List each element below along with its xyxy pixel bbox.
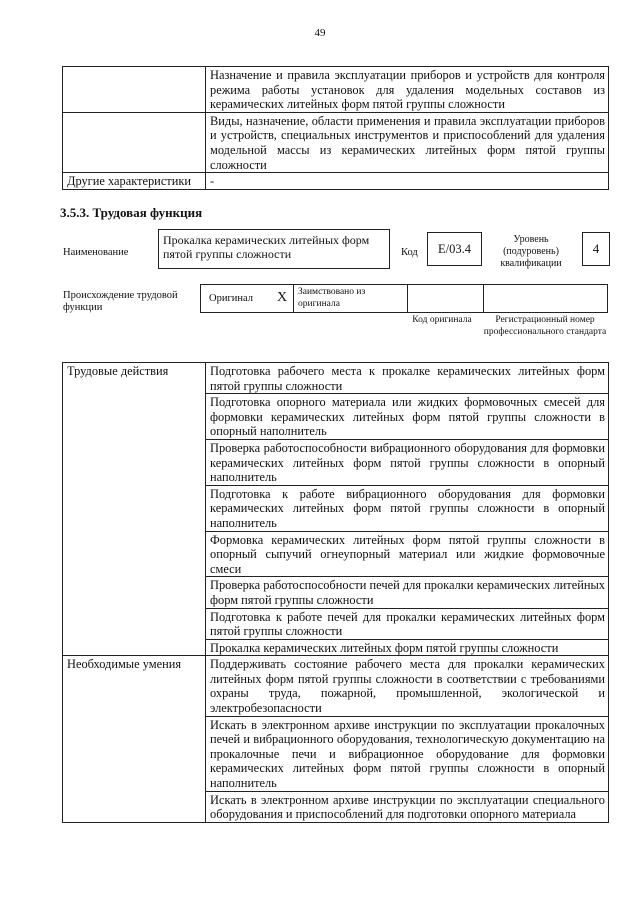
name-label: Наименование: [63, 247, 129, 258]
original-code-caption: Код оригинала: [412, 315, 472, 325]
table-row: [63, 363, 609, 394]
labor-actions-label: Трудовые действия: [63, 363, 206, 656]
knowledge-item: Назначение и правила эксплуатации приборов и устройств для контроля режима работы установок для удаления модельных составов из керамических литейных форм пятой группы сложности: [206, 67, 609, 113]
origin-label: Происхождение трудовой функции: [63, 290, 178, 313]
skill-item: Искать в электронном архиве инструкции по эксплуатации прокалочных печей и вибрационного оборудования, технологическую документацию на прокалочные печи и вибрационное оборудование для формовки керамических литейных форм пятой группы сложности в опорный наполнитель: [206, 716, 609, 791]
function-table: [62, 362, 609, 823]
section-title: 3.5.3. Трудовая функция: [60, 205, 203, 220]
registration-number-caption: Регистрационный номер профессионального стандарта: [483, 315, 607, 337]
labor-action-item: Подготовка к работе вибрационного оборудования для формовки керамических литейных форм пятой группы сложности в опорный наполнитель: [206, 485, 609, 531]
code-value: E/03.4: [438, 242, 471, 256]
original-label: Оригинал: [209, 293, 253, 304]
table-row: [63, 173, 609, 190]
labor-action-item: Формовка керамических литейных форм пятой группы сложности в опорный сыпучий огнеупорный материал или жидкие формовочные смеси: [206, 531, 609, 577]
knowledge-table: [62, 66, 609, 190]
labor-action-item: Прокалка керамических литейных форм пятой группы сложности: [206, 639, 609, 656]
labor-action-item: Подготовка опорного материала или жидких формовочных смесей для формовки керамических литейных форм пятой группы сложности в опорный наполнитель: [206, 394, 609, 440]
row-label-cell: [63, 67, 206, 113]
level-value: 4: [592, 241, 600, 256]
level-box: [582, 232, 610, 266]
original-code-cell: [483, 285, 484, 312]
other-characteristics-label: Другие характеристики: [63, 173, 206, 190]
row-label-cell: [63, 112, 206, 172]
table-row: [63, 67, 609, 113]
code-box: [427, 232, 482, 266]
code-label: Код: [401, 247, 418, 258]
page-number: 49: [314, 27, 326, 39]
skill-item: Искать в электронном архиве инструкции по эксплуатации специального оборудования и приспособлений для подготовки опорного материала: [206, 791, 609, 822]
function-name: Прокалка керамических литейных форм пятой группы сложности: [163, 233, 370, 261]
original-mark: X: [277, 290, 288, 305]
other-characteristics-value: -: [206, 173, 609, 190]
labor-action-item: Проверка работоспособности вибрационного оборудования для формовки керамических литейных форм пятой группы сложности в опорный наполнитель: [206, 439, 609, 485]
labor-action-item: Подготовка к работе печей для прокалки керамических литейных форм пятой группы сложности: [206, 608, 609, 639]
required-skills-label: Необходимые умения: [63, 656, 206, 823]
knowledge-item: Виды, назначение, области применения и правила эксплуатации приборов и устройств, специальных инструментов и приспособлений для удаления модельной массы из керамических литейных форм пятой группы сложности: [206, 112, 609, 172]
labor-action-item: Подготовка рабочего места к прокалке керамических литейных форм пятой группы сложности: [206, 363, 609, 394]
borrowed-label: Заимствовано из оригинала: [298, 287, 366, 309]
origin-boxes: [200, 284, 608, 313]
level-label: Уровень (подуровень) квалификации: [500, 234, 562, 269]
function-name-box: [158, 229, 390, 269]
table-row: [63, 656, 609, 716]
table-row: [63, 112, 609, 172]
labor-action-item: Проверка работоспособности печей для прокалки керамических литейных форм пятой группы сложности: [206, 577, 609, 608]
skill-item: Поддерживать состояние рабочего места для прокалки керамических литейных форм пятой группы сложности в соответствии с требованиями охраны труда, пожарной, промышленной, экологической и электробезопасности: [206, 656, 609, 716]
